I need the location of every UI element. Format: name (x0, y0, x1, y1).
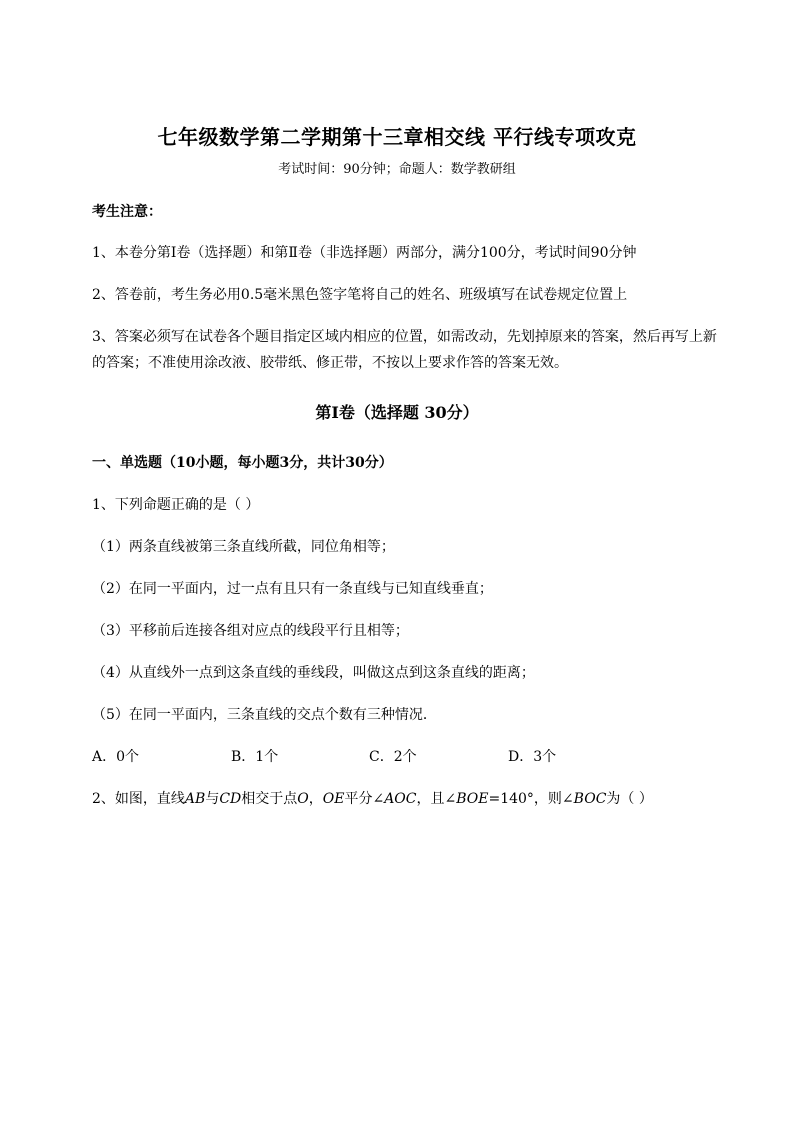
question-1-statement-5: （5）在同一平面内，三条直线的交点个数有三种情况． (92, 707, 437, 723)
page-title: 七年级数学第二学期第十三章相交线 平行线专项攻克 (157, 125, 637, 149)
question-1-statement-3: （3）平移前后连接各组对应点的线段平行且相等； (92, 623, 409, 639)
q2-line-cd: CD (219, 791, 242, 807)
question-1-option-d: D．3个 (508, 749, 557, 765)
q2-text-mid2: 相交于点 (241, 791, 298, 807)
notice-item-3-continued: 的答案；不准使用涂改液、胶带纸、修正带，不按以上要求作答的答案无效。 (92, 355, 568, 371)
question-1-statement-4: （4）从直线外一点到这条直线的垂线段，叫做这点到这条直线的距离； (92, 665, 535, 681)
q2-text-suffix: 为（ ） (606, 791, 653, 807)
notice-item-2: 2、答卷前，考生务必用0.5毫米黑色签字笔将自己的姓名、班级填写在试卷规定位置上 (92, 287, 628, 303)
q2-angle-boe: BOE (456, 791, 489, 807)
q2-text-mid1: 与 (205, 791, 220, 807)
notice-item-3: 3、答案必须写在试卷各个题目指定区域内相应的位置，如需改动，先划掉原来的答案，然后再写上新 (92, 329, 717, 345)
part-heading: 一、单选题（10小题，每小题3分，共计30分） (92, 455, 393, 471)
q2-ray-oe: OE (322, 791, 345, 807)
q2-angle-aoc: AOC (384, 791, 417, 807)
q2-text-mid4: 平分∠ (344, 791, 385, 807)
question-1-stem: 1、下列命题正确的是（ ） (92, 497, 260, 513)
section-title: 第I卷（选择题 30分） (315, 403, 479, 422)
q2-text-prefix: 2、如图，直线 (92, 791, 185, 807)
q2-text-mid6: =140°，则∠ (488, 791, 574, 807)
question-1-statement-1: （1）两条直线被第三条直线所截，同位角相等； (92, 539, 395, 555)
q2-text-mid3: ， (308, 791, 323, 807)
q2-text-mid5: ，且∠ (416, 791, 457, 807)
q2-angle-boc: BOC (573, 791, 607, 807)
question-1-statement-2: （2）在同一平面内，过一点有且只有一条直线与已知直线垂直； (92, 581, 493, 597)
notice-heading: 考生注意： (92, 204, 162, 220)
q2-point-o: O (297, 791, 309, 807)
question-1-option-b: B．1个 (231, 749, 279, 765)
q2-line-ab: AB (184, 791, 206, 807)
exam-info: 考试时间：90分钟；命题人：数学教研组 (278, 162, 516, 177)
question-1-option-a: A．0个 (92, 749, 140, 765)
question-2-stem (92, 788, 653, 808)
notice-item-1: 1、本卷分第I卷（选择题）和第Ⅱ卷（非选择题）两部分，满分100分，考试时间90分钟 (92, 245, 637, 261)
question-1-option-c: C．2个 (369, 749, 417, 765)
